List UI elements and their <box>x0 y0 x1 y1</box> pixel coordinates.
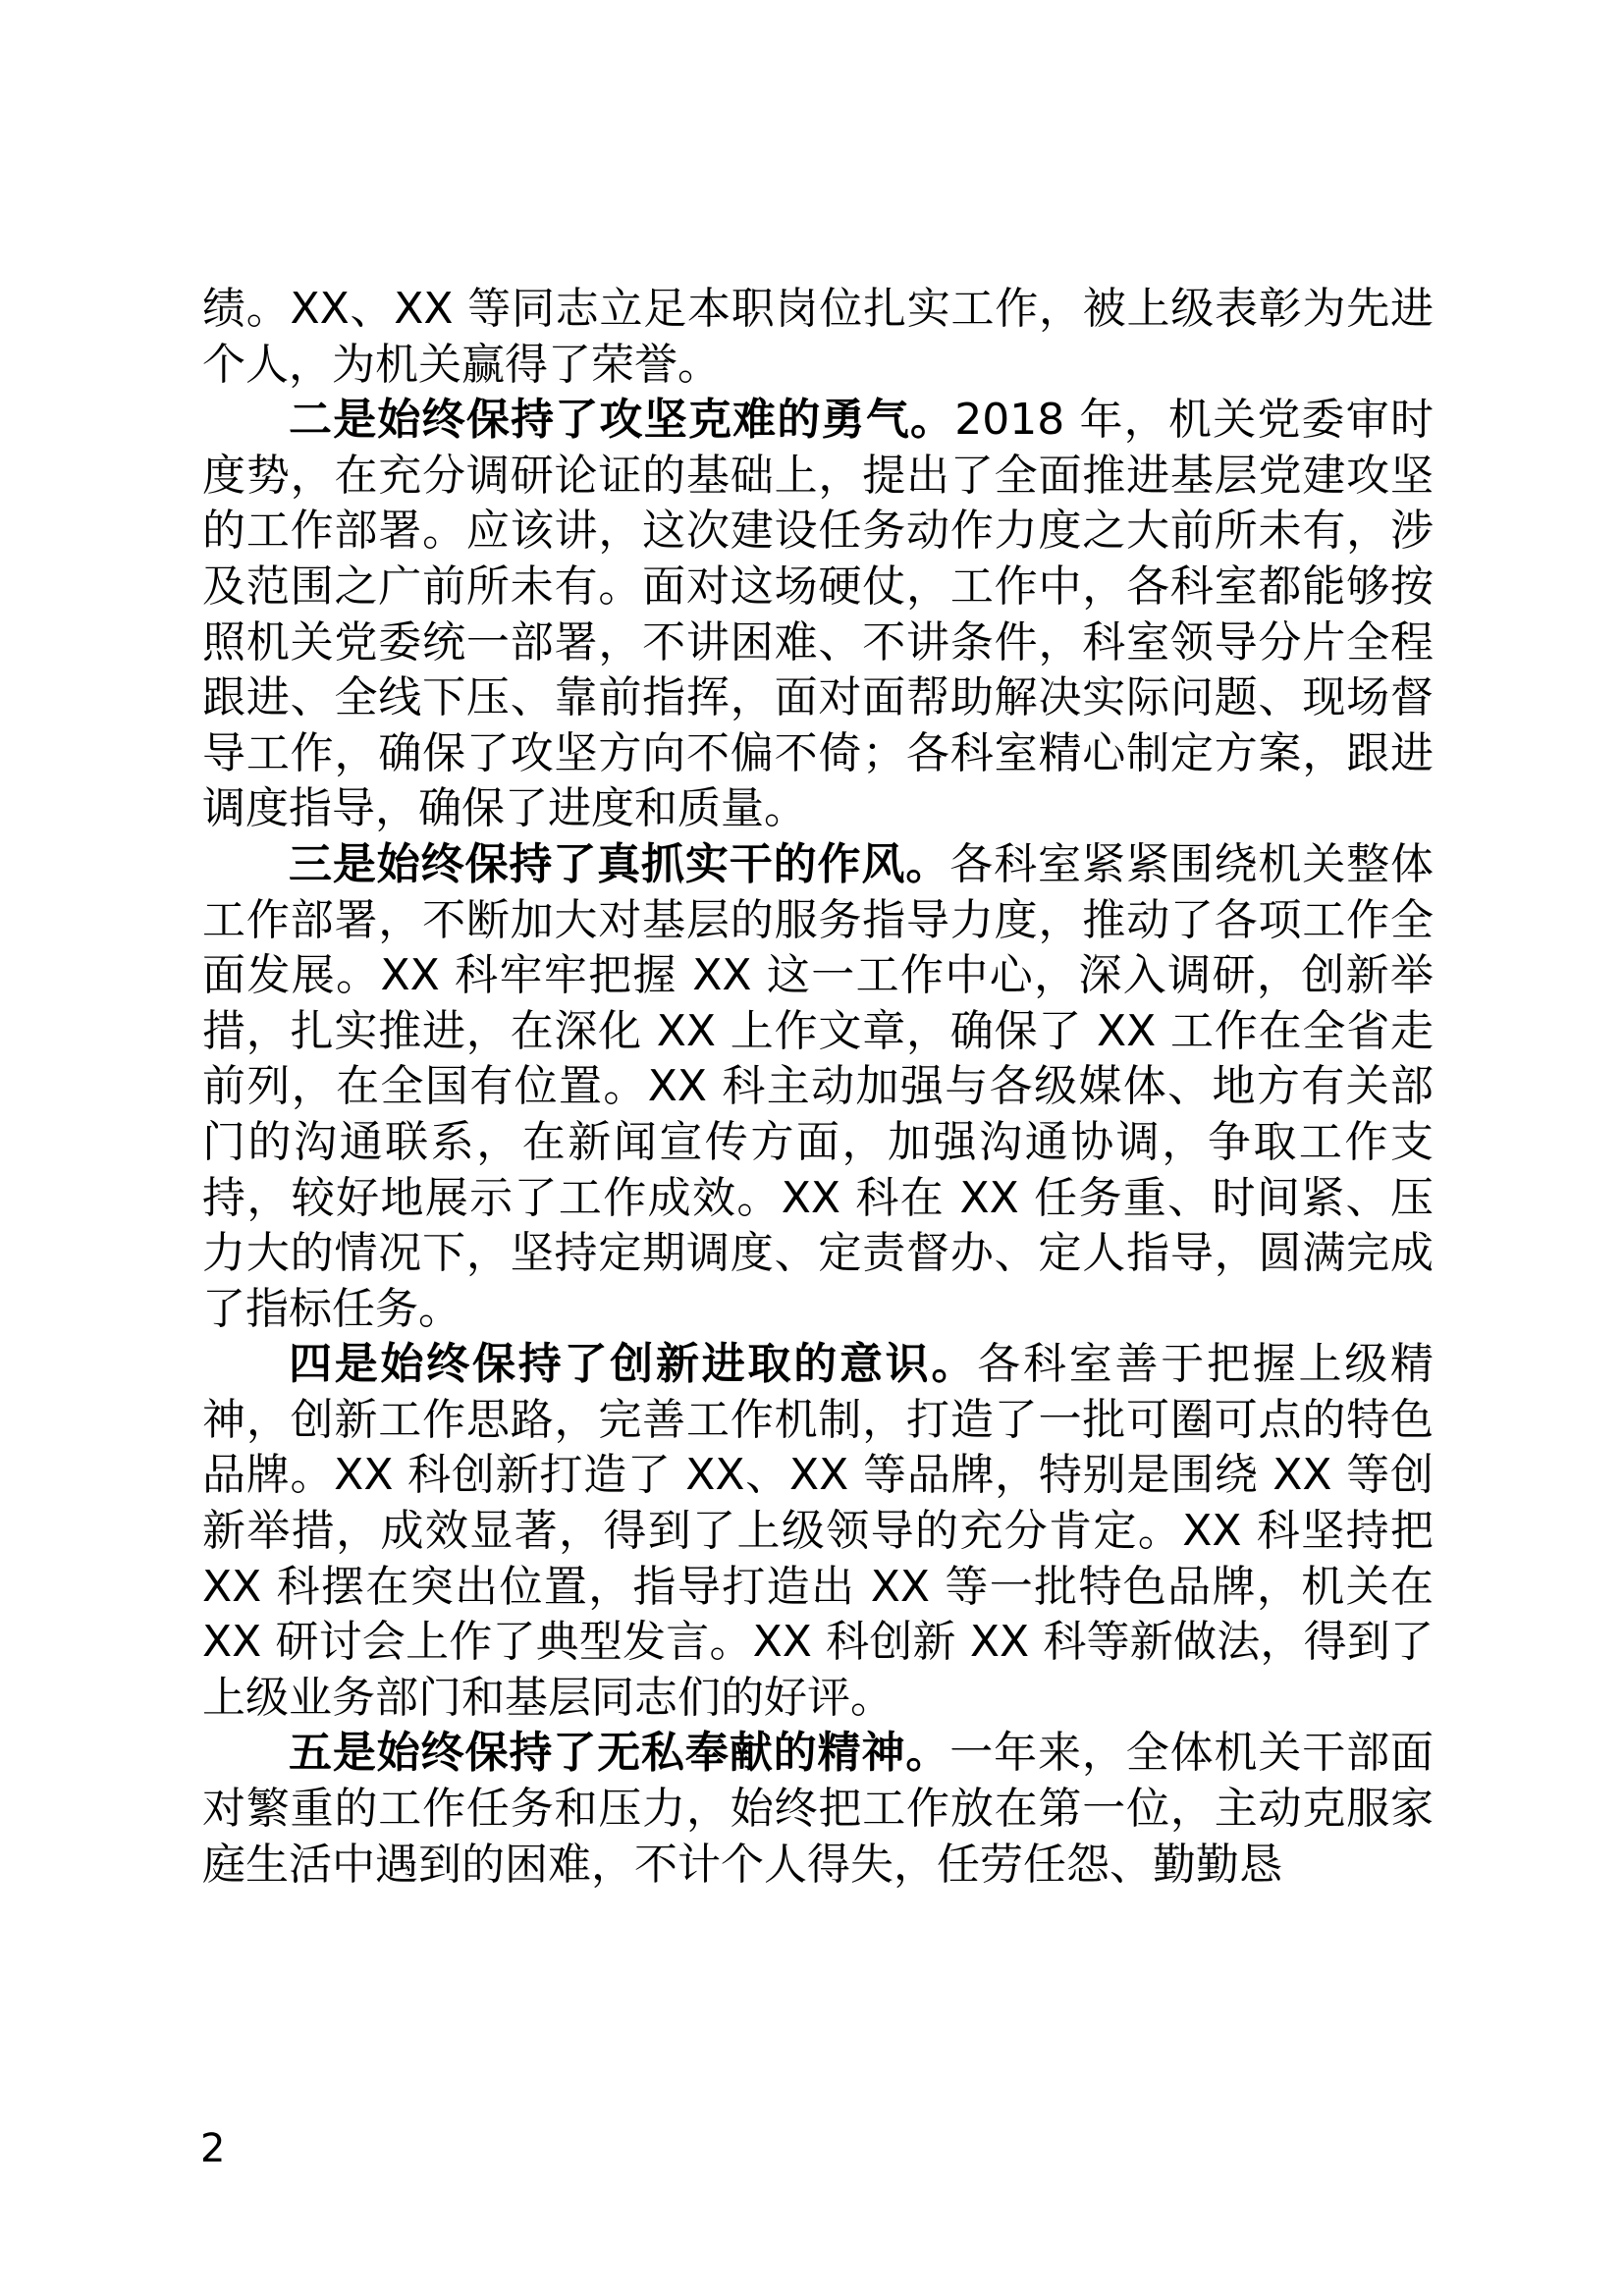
paragraph-point-two <box>202 393 1434 837</box>
paragraph-lead: 三是始终保持了真抓实干的作风。 <box>289 838 950 889</box>
paragraph-lead: 五是始终保持了无私奉献的精神。 <box>289 1728 950 1779</box>
paragraph-lead: 二是始终保持了攻坚克难的勇气。 <box>289 395 955 446</box>
paragraph-point-five <box>202 1726 1434 1893</box>
paragraph-text: 绩。XX、XX 等同志立足本职岗位扎实工作，被上级表彰为先进个人，为机关赢得了荣誉。 <box>202 284 1434 390</box>
page-number: 2 <box>200 2126 226 2171</box>
document-body <box>202 282 1434 1893</box>
paragraph-text: 各科室紧紧围绕机关整体工作部署，不断加大对基层的服务指导力度，推动了各项工作全面发展。XX 科牢牢把握 XX 这一工作中心，深入调研，创新举措，扎实推进，在深化 XX 上作文章，确保了 XX 工作在全省走前列，在全国有位置。XX 科主动加强与各级媒体、地方有关部门的沟通联系，在新闻宣传方面，加强沟通协调，争取工作支持，较好地展示了工作成效。XX 科在 XX 任务重、时间紧、压力大的情况下，坚持定期调度、定责督办、定人指导，圆满完成了指标任务。 <box>202 838 1435 1334</box>
paragraph-text: 一年来，全体机关干部面对繁重的工作任务和压力，始终把工作放在第一位，主动克服家庭生活中遇到的困难，不计个人得失，任劳任怨、勤勤恳 <box>202 1728 1435 1890</box>
paragraph-text: 2018 年，机关党委审时度势，在充分调研论证的基础上，提出了全面推进基层党建攻坚的工作部署。应该讲，这次建设任务动作力度之大前所未有，涉及范围之广前所未有。面对这场硬仗，工作中，各科室都能够按照机关党委统一部署，不讲困难、不讲条件，科室领导分片全程跟进、全线下压、靠前指挥，面对面帮助解决实际问题、现场督导工作，确保了攻坚方向不偏不倚；各科室精心制定方案，跟进调度指导，确保了进度和质量。 <box>202 395 1434 834</box>
paragraph-lead: 四是始终保持了创新进取的意识。 <box>289 1339 978 1390</box>
paragraph-continuation <box>202 282 1434 393</box>
paragraph-point-three <box>202 837 1434 1337</box>
paragraph-text: 各科室善于把握上级精神，创新工作思路，完善工作机制，打造了一批可圈可点的特色品牌。XX 科创新打造了 XX、XX 等品牌，特别是围绕 XX 等创新举措，成效显著，得到了上级领导的充分肯定。XX 科坚持把 XX 科摆在突出位置，指导打造出 XX 等一批特色品牌，机关在 XX 研讨会上作了典型发言。XX 科创新 XX 科等新做法，得到了上级业务部门和基层同志们的好评。 <box>202 1339 1434 1723</box>
paragraph-point-four <box>202 1337 1434 1726</box>
